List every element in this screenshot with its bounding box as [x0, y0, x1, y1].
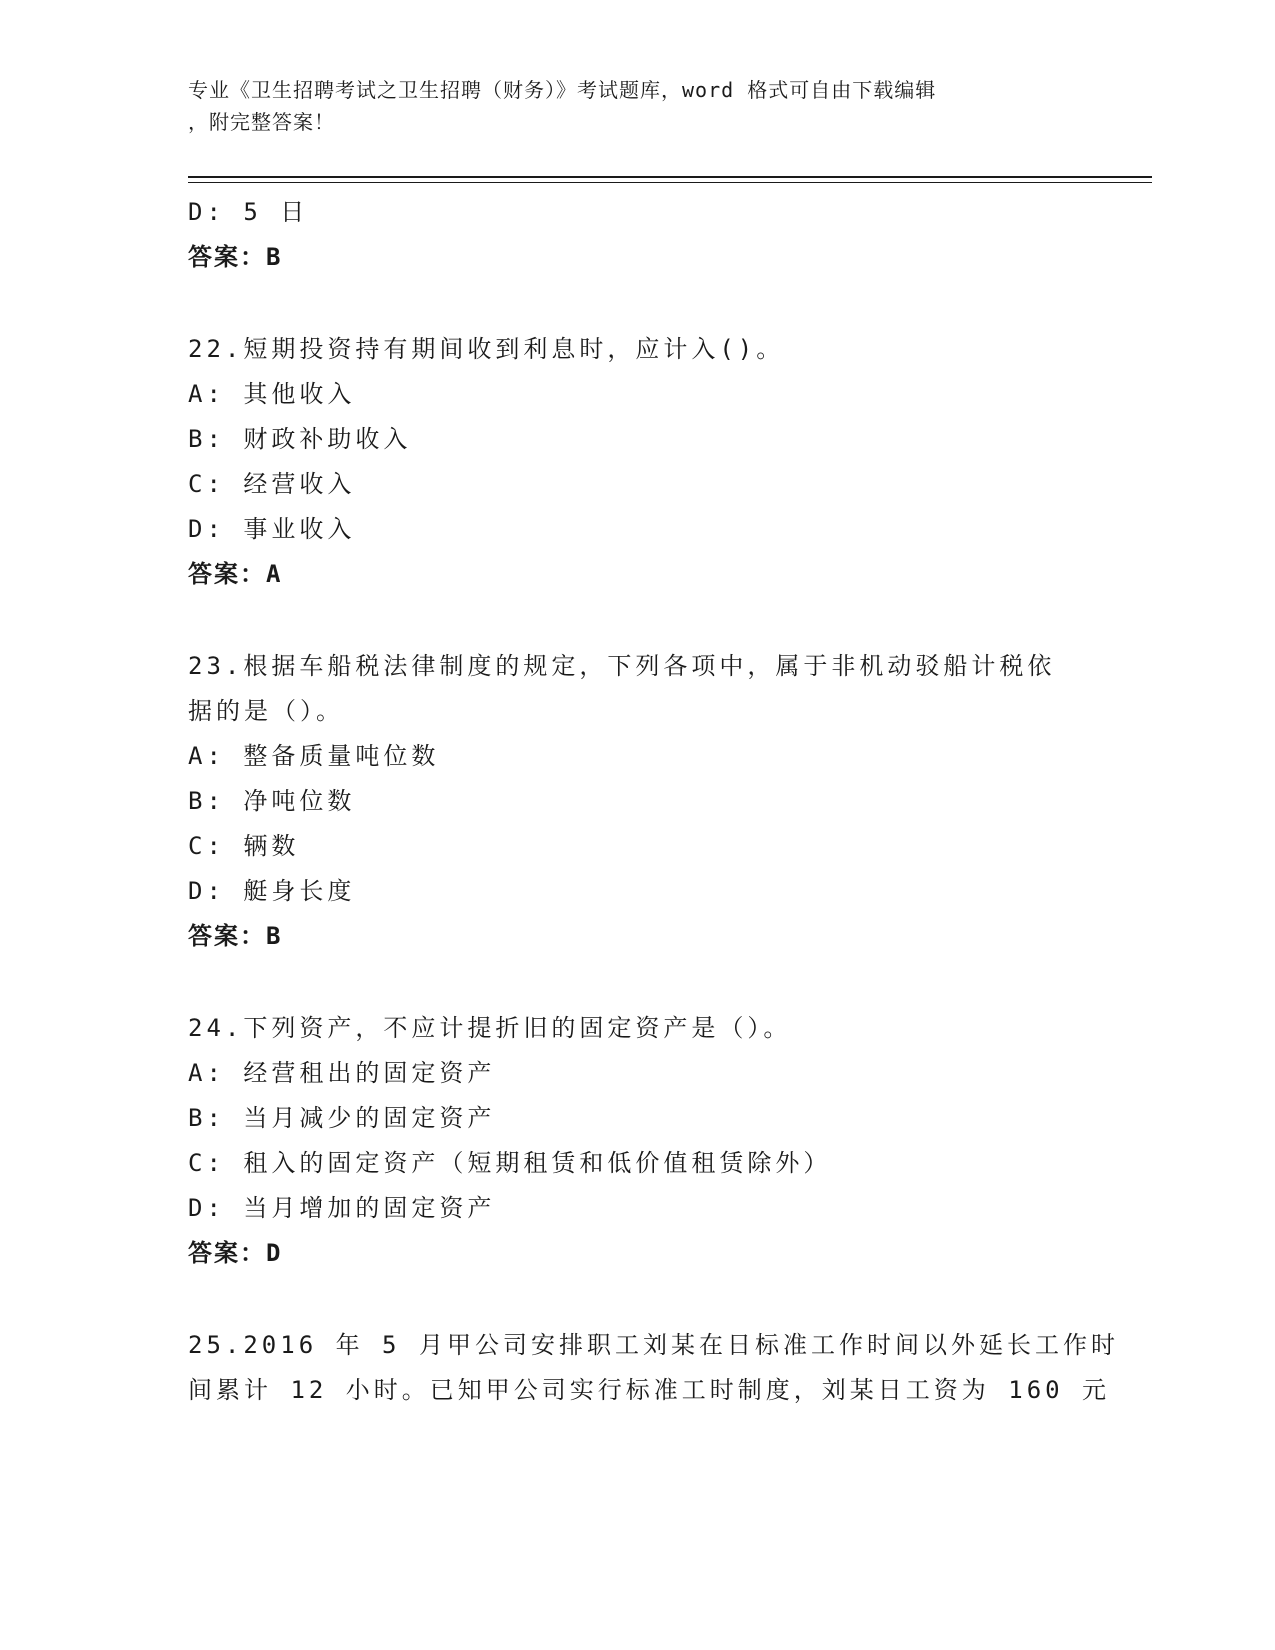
spacer [188, 597, 1088, 644]
option-d: D: 当月增加的固定资产 [188, 1194, 496, 1222]
option-a: A: 经营租出的固定资产 [188, 1059, 496, 1087]
question-stem: 22.短期投资持有期间收到利息时，应计入()。 [188, 335, 785, 363]
question-list [188, 190, 1119, 1413]
header-divider-thin [188, 182, 1152, 183]
option-c: C: 辆数 [188, 832, 300, 860]
header-title-line-2: ，附完整答案！ [188, 110, 335, 134]
option-a: A: 整备质量吨位数 [188, 742, 440, 770]
option-d: D: 艇身长度 [188, 877, 356, 905]
document-header [188, 74, 1068, 138]
spacer [188, 959, 1088, 1006]
question-22 [188, 327, 1088, 597]
header-divider-thick [188, 176, 1152, 178]
option-c: C: 经营收入 [188, 470, 356, 498]
option-d: D: 5 日 [188, 198, 309, 226]
option-d: D: 事业收入 [188, 515, 356, 543]
option-a: A: 其他收入 [188, 380, 356, 408]
option-b: B: 财政补助收入 [188, 425, 412, 453]
spacer [188, 1276, 1088, 1323]
question-stem-line-1: 25.2016 年 5 月甲公司安排职工刘某在日标准工作时间以外延长工作时 [188, 1331, 1119, 1359]
question-21-tail [188, 190, 1088, 280]
answer-line: 答案：B [188, 922, 283, 950]
question-stem-line-1: 23.根据车船税法律制度的规定，下列各项中，属于非机动驳船计税依 [188, 652, 1056, 680]
answer-line: 答案：B [188, 243, 283, 271]
question-25 [188, 1323, 1119, 1413]
question-stem-line-2: 间累计 12 小时。已知甲公司实行标准工时制度，刘某日工资为 160 元 [188, 1376, 1111, 1404]
option-b: B: 净吨位数 [188, 787, 356, 815]
option-b: B: 当月减少的固定资产 [188, 1104, 496, 1132]
answer-line: 答案：A [188, 560, 283, 588]
question-stem-line-2: 据的是（）。 [188, 697, 344, 725]
spacer [188, 280, 1088, 327]
option-c: C: 租入的固定资产（短期租赁和低价值租赁除外） [188, 1149, 832, 1177]
question-23 [188, 644, 1088, 959]
header-title-line-1: 专业《卫生招聘考试之卫生招聘（财务）》考试题库，word 格式可自由下载编辑 [188, 78, 937, 102]
question-24 [188, 1006, 1088, 1276]
question-stem: 24.下列资产，不应计提折旧的固定资产是（）。 [188, 1014, 792, 1042]
answer-line: 答案：D [188, 1239, 283, 1267]
